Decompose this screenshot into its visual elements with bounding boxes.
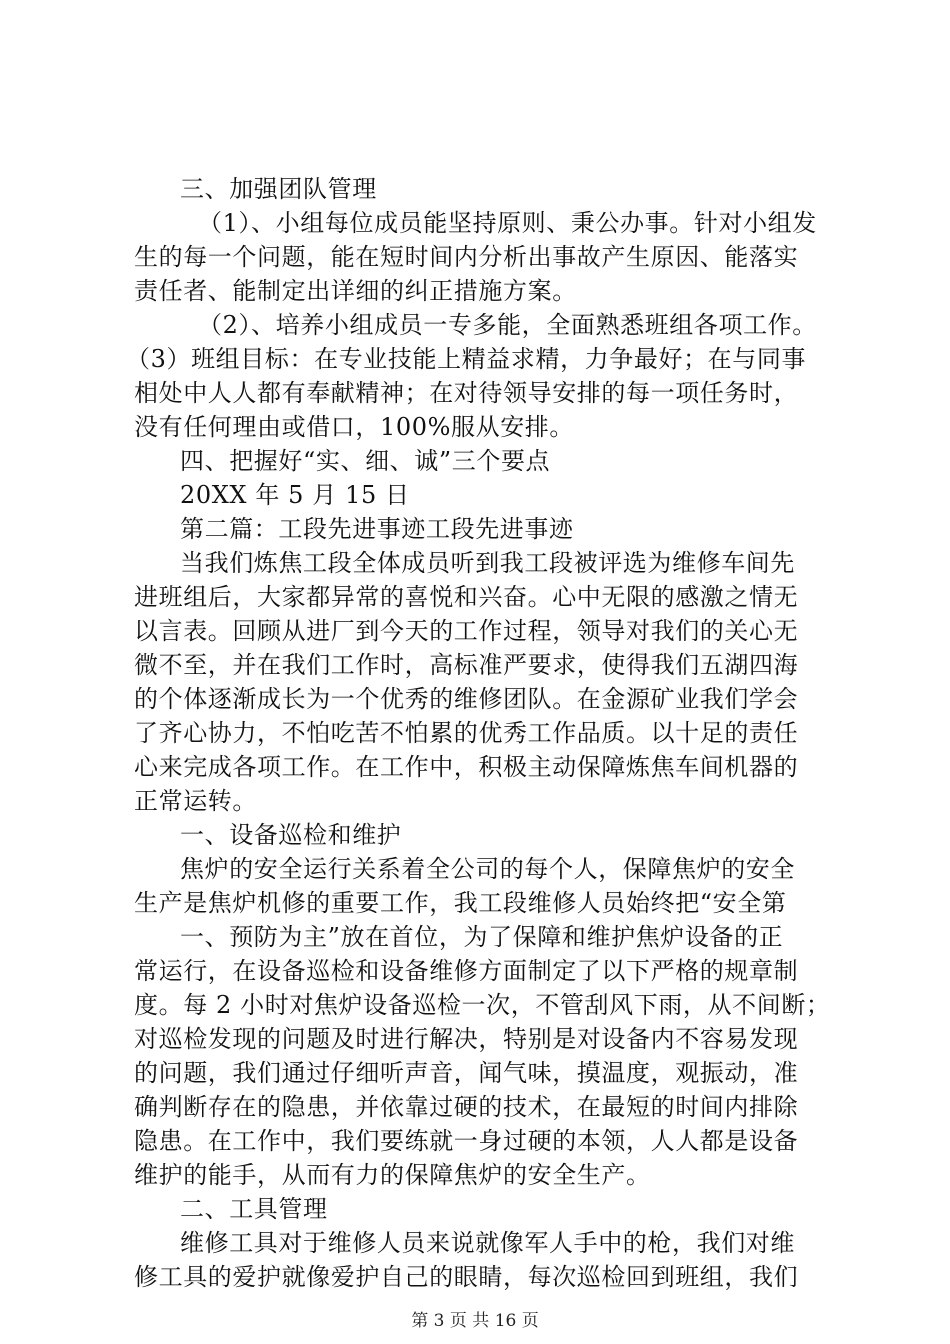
paragraph-line: 相处中人人都有奉献精神；在对待领导安排的每一项任务时， xyxy=(134,379,799,407)
paragraph-line: （2）、培养小组成员一专多能，全面熟悉班组各项工作。 xyxy=(198,311,817,339)
paragraph-line: 生的每一个问题，能在短时间内分析出事故产生原因、能落实 xyxy=(134,243,799,271)
paragraph-line: 正常运转。 xyxy=(134,787,257,815)
paragraph-line: 修工具的爱护就像爱护自己的眼睛，每次巡检回到班组，我们 xyxy=(134,1263,799,1291)
paragraph-line: （1）、小组每位成员能坚持原则、秉公办事。针对小组发 xyxy=(198,209,817,237)
paragraph-line: 维修工具对于维修人员来说就像军人手中的枪，我们对维 xyxy=(180,1229,795,1257)
paragraph-line: 没有任何理由或借口，100%服从安排。 xyxy=(134,413,575,441)
paragraph-line: 维护的能手，从而有力的保障焦炉的安全生产。 xyxy=(134,1161,651,1189)
paragraph-line: 一、预防为主”放在首位，为了保障和维护焦炉设备的正 xyxy=(180,923,784,951)
section-heading: 一、设备巡检和维护 xyxy=(180,821,402,849)
paragraph-line: 对巡检发现的问题及时进行解决，特别是对设备内不容易发现 xyxy=(134,1025,799,1053)
date-line: 20XX 年 5 月 15 日 xyxy=(180,481,410,509)
paragraph-line: 进班组后，大家都异常的喜悦和兴奋。心中无限的感激之情无 xyxy=(134,583,799,611)
paragraph-line: 微不至，并在我们工作时，高标准严要求，使得我们五湖四海 xyxy=(134,651,799,679)
section-heading: 四、把握好“实、细、诚”三个要点 xyxy=(180,447,551,475)
paragraph-line: 生产是焦炉机修的重要工作，我工段维修人员始终把“安全第 xyxy=(134,889,787,917)
paragraph-line: 的个体逐渐成长为一个优秀的维修团队。在金源矿业我们学会 xyxy=(134,685,799,713)
paragraph-line: 隐患。在工作中，我们要练就一身过硬的本领，人人都是设备 xyxy=(134,1127,799,1155)
paragraph-line: 确判断存在的隐患，并依靠过硬的技术，在最短的时间内排除 xyxy=(134,1093,799,1121)
paragraph-line: 责任者、能制定出详细的纠正措施方案。 xyxy=(134,277,577,305)
chapter-title: 第二篇：工段先进事迹工段先进事迹 xyxy=(180,515,574,543)
paragraph-line: 焦炉的安全运行关系着全公司的每个人，保障焦炉的安全 xyxy=(180,855,795,883)
paragraph-line: 当我们炼焦工段全体成员听到我工段被评选为维修车间先 xyxy=(180,549,795,577)
paragraph-line: 了齐心协力，不怕吃苦不怕累的优秀工作品质。以十足的责任 xyxy=(134,719,799,747)
paragraph-line: 常运行，在设备巡检和设备维修方面制定了以下严格的规章制 xyxy=(134,957,799,985)
section-heading: 三、加强团队管理 xyxy=(180,175,377,203)
paragraph-line: （3）班组目标：在专业技能上精益求精，力争最好；在与同事 xyxy=(126,345,807,373)
paragraph-line: 以言表。回顾从进厂到今天的工作过程，领导对我们的关心无 xyxy=(134,617,799,645)
section-heading: 二、工具管理 xyxy=(180,1195,328,1223)
paragraph-line: 的问题，我们通过仔细听声音，闻气味，摸温度，观振动，准 xyxy=(134,1059,799,1087)
paragraph-line: 心来完成各项工作。在工作中，积极主动保障炼焦车间机器的 xyxy=(134,753,799,781)
page-footer: 第 3 页 共 16 页 xyxy=(411,1311,539,1331)
paragraph-line: 度。每 2 小时对焦炉设备巡检一次，不管刮风下雨，从不间断； xyxy=(134,991,831,1019)
